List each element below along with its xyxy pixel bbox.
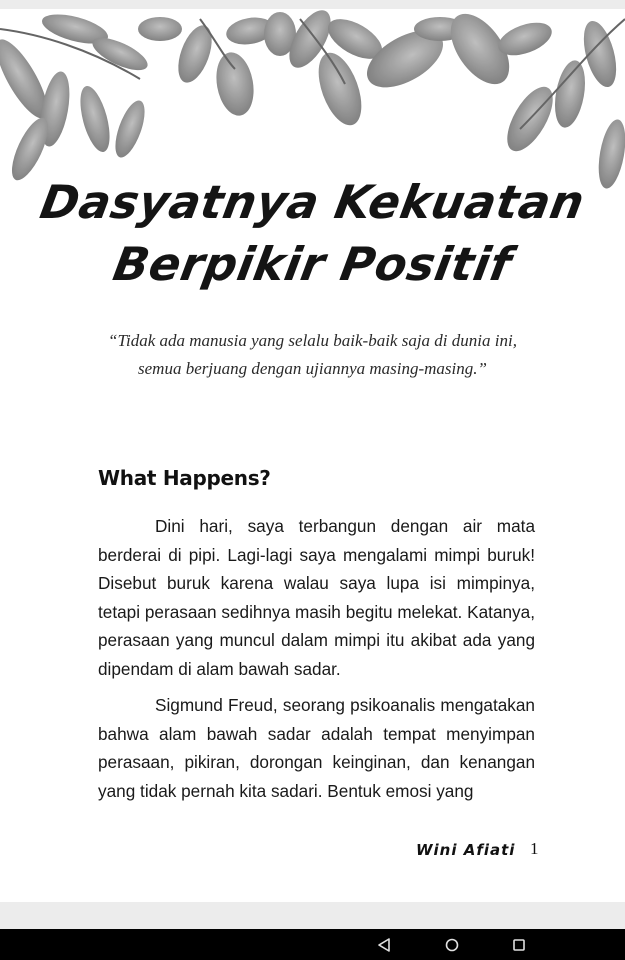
book-title-line2: Berpikir Positif: [109, 237, 516, 291]
home-circle-icon[interactable]: [443, 936, 461, 954]
back-triangle-icon[interactable]: [375, 936, 393, 954]
book-page: [0, 9, 625, 902]
leaves-illustration: [0, 9, 625, 199]
author-name: Wini Afiati: [416, 841, 516, 859]
system-nav-bar: [0, 929, 625, 960]
recent-apps-square-icon[interactable]: [510, 936, 528, 954]
section-heading: What Happens?: [98, 466, 271, 490]
body-paragraph-1: Dini hari, saya terbangun dengan air mata berderai di pipi. Lagi-lagi saya mengalami mimpi buruk! Disebut buruk karena walau saya lupa isi mimpinya, tetapi perasaan sedihnya masih begitu melekat. Katanya, perasaan yang muncul dalam mimpi itu akibat ada yang dipendam di alam bawah sadar.: [98, 516, 535, 679]
epigraph-line2: semua berjuang dengan ujiannya masing-masing.”: [138, 359, 487, 378]
book-title-line1: Dasyatnya Kekuatan: [36, 175, 589, 229]
body-paragraph-2: Sigmund Freud, seorang psikoanalis mengatakan bahwa alam bawah sadar adalah tempat menyimpan perasaan, pikiran, dorongan keinginan, dan kenangan yang tidak pernah kita sadari. Bentuk emosi yang: [98, 695, 535, 801]
epigraph-line1: “Tidak ada manusia yang selalu baik-baik saja di dunia ini,: [108, 331, 517, 350]
page-number: 1: [530, 839, 539, 858]
